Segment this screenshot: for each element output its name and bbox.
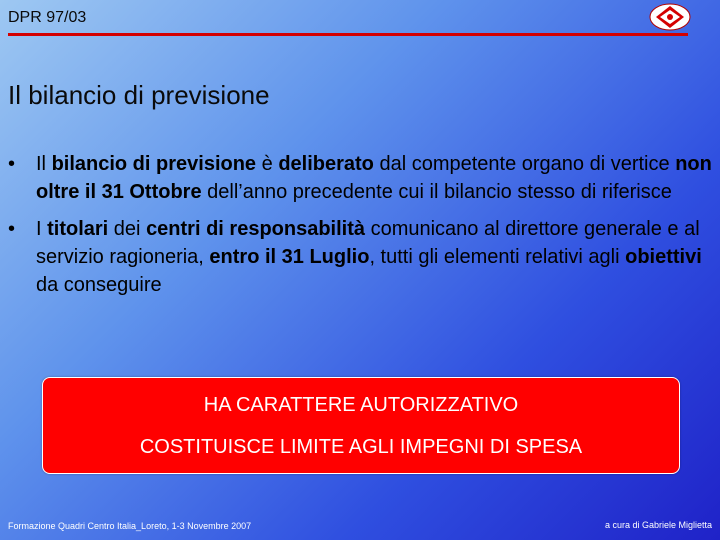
text-run-bold: bilancio di previsione — [51, 153, 257, 175]
bullet-dot — [8, 150, 36, 178]
text-run: I — [36, 218, 48, 240]
callout-line-1: HA CARATTERE AUTORIZZATIVO — [203, 394, 519, 416]
callout-box — [42, 377, 680, 474]
text-run: , tutti gli elementi relativi agli — [369, 246, 626, 268]
text-run-bold: deliberato — [278, 153, 374, 175]
callout-line-2: COSTITUISCE LIMITE AGLI IMPEGNI DI SPESA — [139, 436, 583, 458]
text-run-bold: entro il 31 Luglio — [209, 246, 370, 268]
text-run: dal competente organo di vertice — [373, 153, 676, 175]
bullet-item — [8, 215, 713, 299]
text-run: dell’anno precedente cui il bilancio stesso di riferisce — [201, 181, 672, 203]
text-run-bold: centri di responsabilità — [146, 218, 366, 240]
footer-left: Formazione Quadri Centro Italia_Loreto, 1-3 Novembre 2007 — [8, 521, 252, 531]
header-rule — [8, 33, 688, 36]
emblem-logo-icon — [648, 2, 692, 32]
text-run: comunicano al direttore generale e al servizio ragioneria, — [36, 218, 700, 268]
text-run: Il — [36, 153, 52, 175]
text-run-bold: titolari — [47, 218, 109, 240]
bullet-text — [36, 218, 702, 296]
text-run-bold: obiettivi — [625, 246, 702, 268]
bullet-list — [8, 150, 713, 308]
slide-title: Il bilancio di previsione — [8, 80, 270, 110]
text-run: dei — [108, 218, 147, 240]
header-title: DPR 97/03 — [8, 9, 87, 26]
text-run: da conseguire — [36, 274, 162, 296]
text-run: è — [256, 153, 279, 175]
text-run-bold: non oltre il 31 Ottobre — [36, 153, 712, 203]
footer-right: a cura di Gabriele Miglietta — [604, 520, 712, 530]
bullet-dot — [8, 215, 36, 243]
bullet-text — [36, 153, 712, 203]
bullet-item — [8, 150, 713, 206]
